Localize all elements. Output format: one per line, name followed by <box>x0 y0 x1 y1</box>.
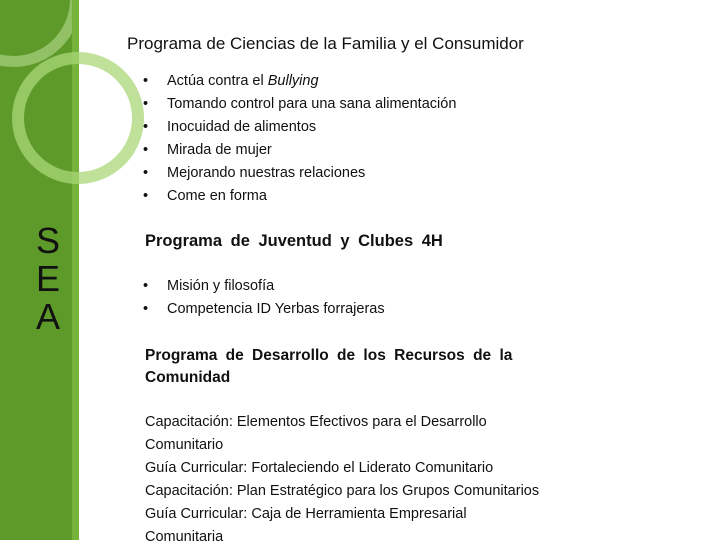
section-title-community-development: Programa de Desarrollo de los Recursos de la Comunidad <box>145 347 513 386</box>
sea-letter-s: S <box>35 220 60 261</box>
family-program-list <box>143 70 456 208</box>
section-title-family-consumer: Programa de Ciencias de la Familia y el Consumidor <box>127 34 524 53</box>
list-item: • Inocuidad de alimentos <box>143 116 456 139</box>
youth-program-list <box>143 275 385 321</box>
section-title-youth-4h: Programa de Juventud y Clubes 4H <box>145 232 443 250</box>
paragraph-line: Capacitación: Elementos Efectivos para el Desarrollo <box>145 414 487 430</box>
list-item: • Mirada de mujer <box>143 139 456 162</box>
list-item: • Mejorando nuestras relaciones <box>143 162 456 185</box>
list-item: • Tomando control para una sana alimentación <box>143 93 456 116</box>
paragraph-line: Comunitario <box>145 437 224 453</box>
paragraph-line: Guía Curricular: Caja de Herramienta Empresarial <box>145 506 467 522</box>
paragraph-line: Comunitaria <box>145 529 224 545</box>
decorative-ring <box>12 52 144 184</box>
sea-letter-a: A <box>35 296 60 337</box>
community-program-paragraph <box>145 411 615 549</box>
list-item: • Come en forma <box>143 185 456 208</box>
list-item: • Actúa contra el Bullying <box>143 70 456 93</box>
list-item: • Misión y filosofía <box>143 275 385 298</box>
list-item: • Competencia ID Yerbas forrajeras <box>143 298 385 321</box>
sea-vertical-label <box>30 222 66 336</box>
sea-letter-e: E <box>35 258 60 299</box>
paragraph-line: Capacitación: Plan Estratégico para los Grupos Comunitarios <box>145 483 540 499</box>
paragraph-line: Guía Curricular: Fortaleciendo el Liderato Comunitario <box>145 460 494 476</box>
